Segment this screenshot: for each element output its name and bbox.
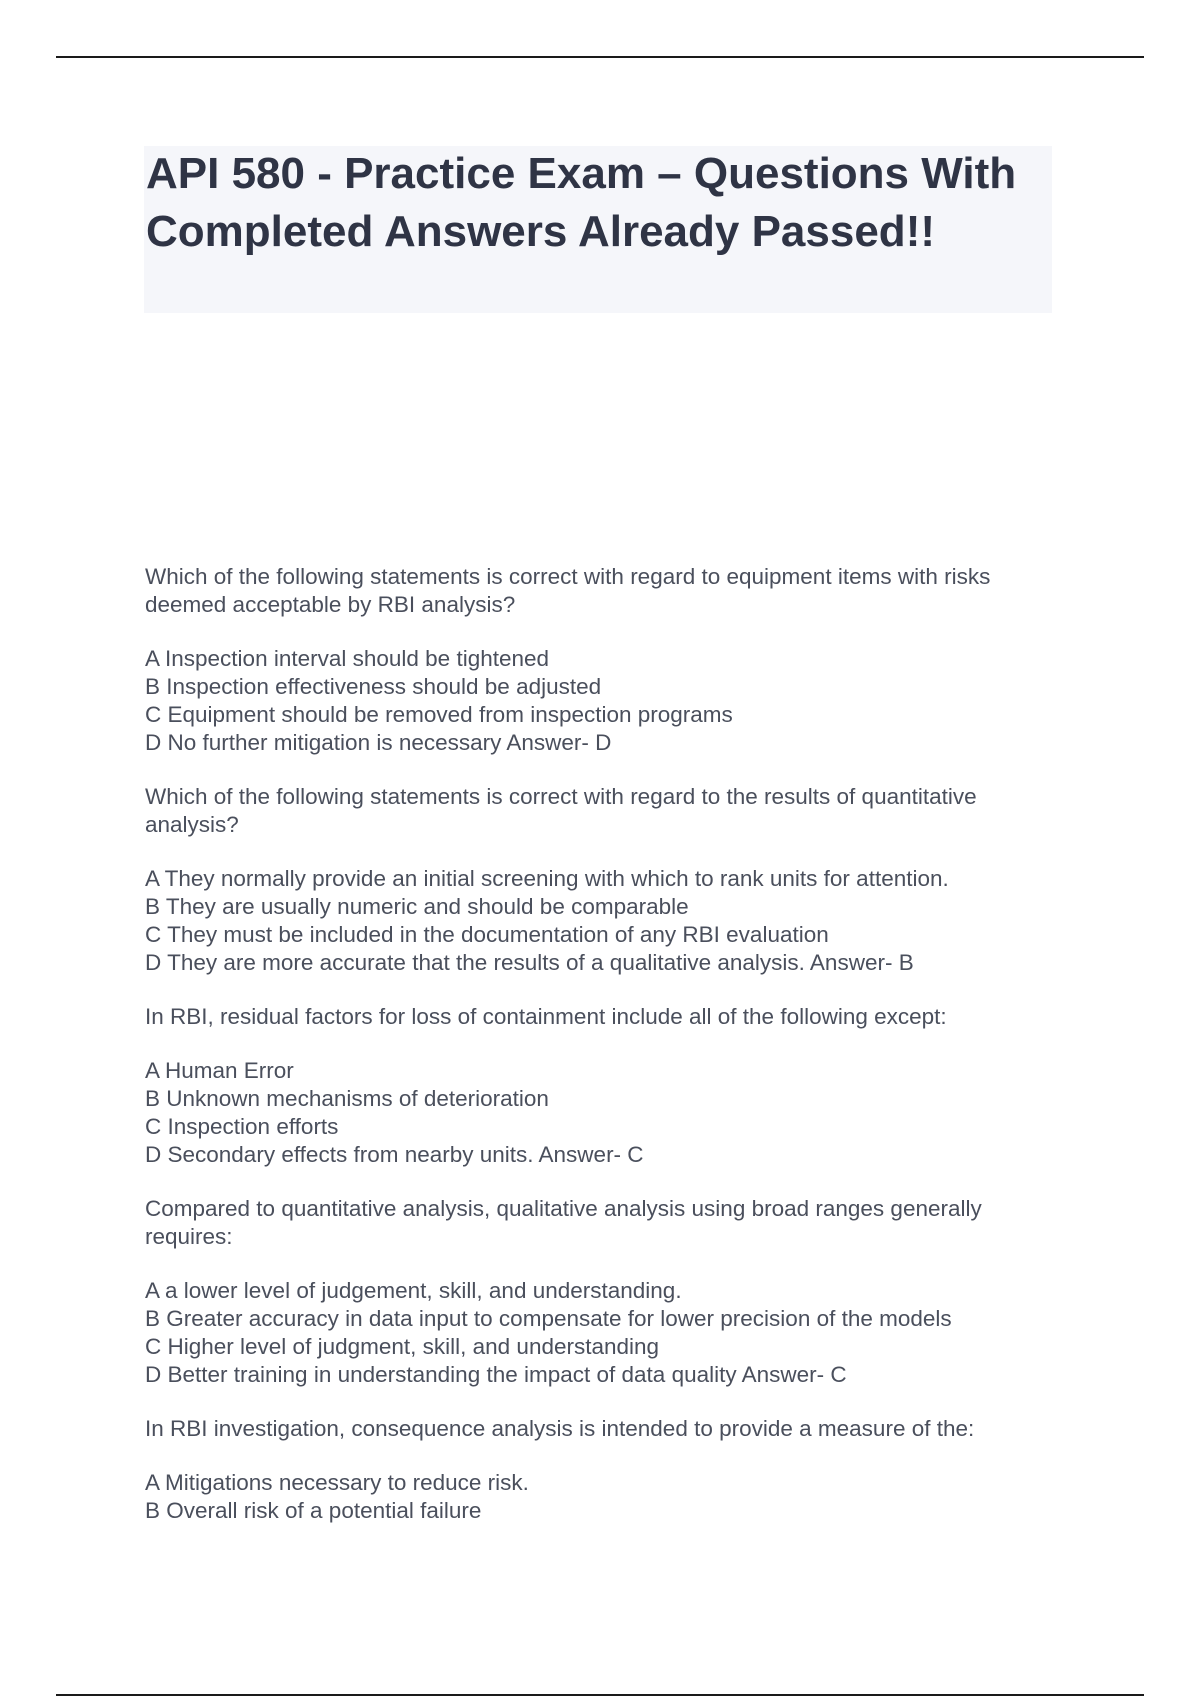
answer-options	[145, 1469, 1065, 1525]
option-item: B Unknown mechanisms of deterioration	[145, 1086, 549, 1111]
question-text: Which of the following statements is correct with regard to the results of quantitative analysis?	[145, 784, 977, 837]
question-text: Compared to quantitative analysis, qualitative analysis using broad ranges generally requires:	[145, 1196, 982, 1249]
answer-options	[145, 645, 1065, 757]
option-item: A Mitigations necessary to reduce risk.	[145, 1470, 529, 1495]
question-block	[145, 563, 1065, 757]
option-item: A Inspection interval should be tightened	[145, 646, 550, 671]
option-item: A Human Error	[145, 1058, 294, 1083]
option-item: D They are more accurate that the results of a qualitative analysis. Answer- B	[145, 950, 914, 975]
questions-list	[145, 563, 1065, 1551]
option-item: D No further mitigation is necessary Answer- D	[145, 730, 612, 755]
answer-options	[145, 1057, 1065, 1169]
question-block	[145, 1195, 1065, 1389]
question-text: Which of the following statements is correct with regard to equipment items with risks deemed acceptable by RBI analysis?	[145, 564, 991, 617]
answer-options	[145, 1277, 1065, 1389]
question-text: In RBI, residual factors for loss of containment include all of the following except:	[145, 1004, 947, 1029]
answer-options	[145, 865, 1065, 977]
option-item: A They normally provide an initial screening with which to rank units for attention.	[145, 866, 949, 891]
option-item: C They must be included in the documentation of any RBI evaluation	[145, 922, 829, 947]
option-item: A a lower level of judgement, skill, and understanding.	[145, 1278, 682, 1303]
bottom-rule	[56, 1694, 1144, 1696]
option-item: C Equipment should be removed from inspection programs	[145, 702, 733, 727]
option-item: C Higher level of judgment, skill, and understanding	[145, 1334, 660, 1359]
question-block	[145, 783, 1065, 977]
top-rule	[56, 56, 1144, 58]
option-item: B Overall risk of a potential failure	[145, 1498, 482, 1523]
option-item: B They are usually numeric and should be comparable	[145, 894, 689, 919]
option-item: B Inspection effectiveness should be adjusted	[145, 674, 602, 699]
option-item: D Secondary effects from nearby units. Answer- C	[145, 1142, 644, 1167]
option-item: C Inspection efforts	[145, 1114, 339, 1139]
option-item: B Greater accuracy in data input to compensate for lower precision of the models	[145, 1306, 952, 1331]
question-text: In RBI investigation, consequence analysis is intended to provide a measure of the:	[145, 1416, 975, 1441]
question-block	[145, 1003, 1065, 1169]
option-item: D Better training in understanding the impact of data quality Answer- C	[145, 1362, 847, 1387]
question-block	[145, 1415, 1065, 1525]
document-title: API 580 - Practice Exam – Questions With Completed Answers Already Passed!!	[146, 149, 1017, 256]
